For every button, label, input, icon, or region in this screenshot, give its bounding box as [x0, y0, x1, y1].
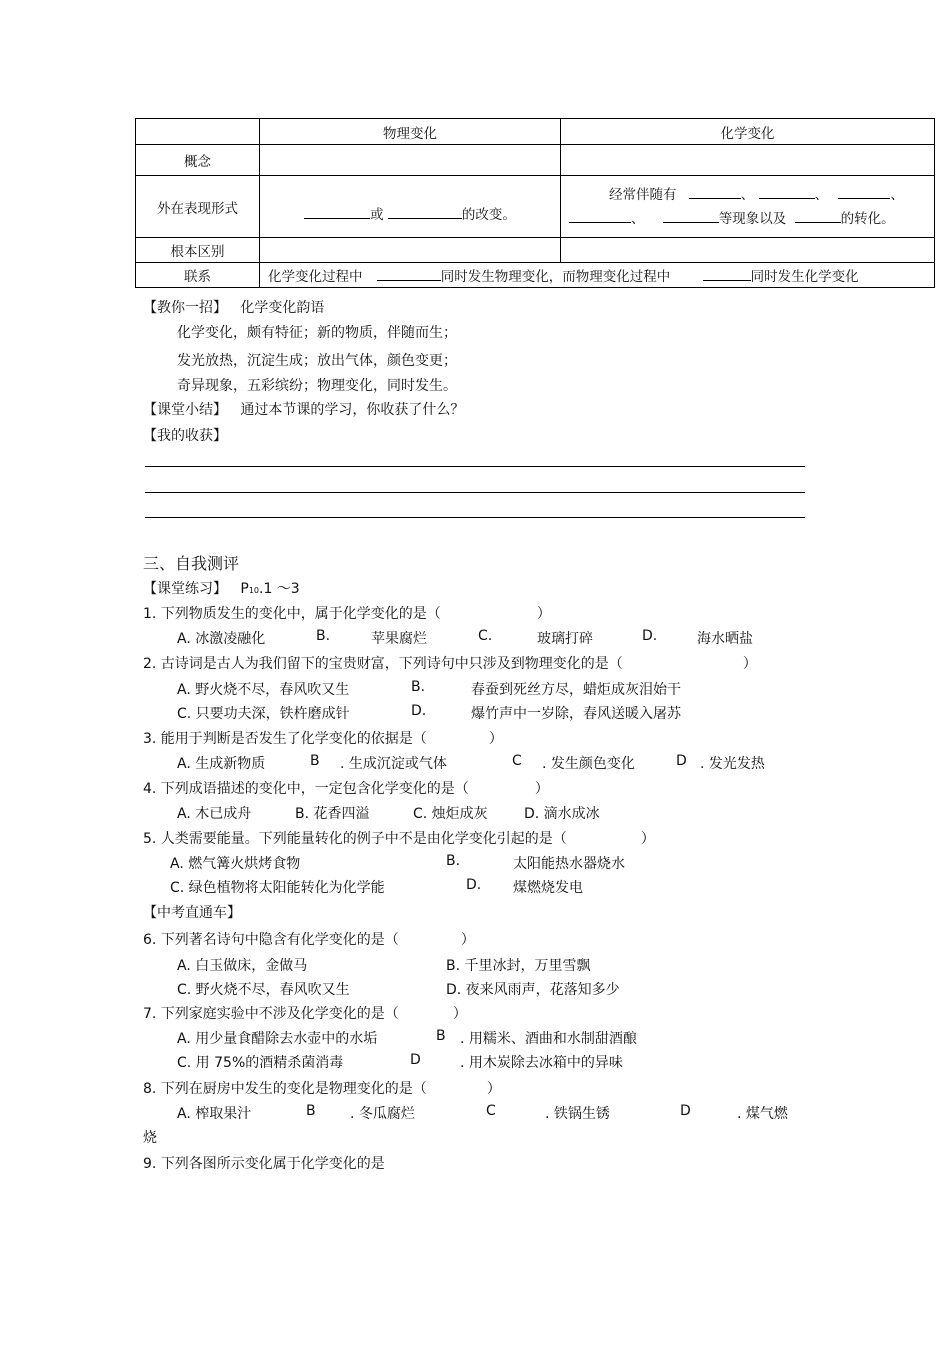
option: 太阳能热水器烧水 [513, 856, 625, 872]
option: B [310, 753, 320, 769]
option: A. 生成新物质 [177, 756, 266, 772]
option: . 生成沉淀或气体 [340, 756, 447, 772]
option: 煤燃烧发电 [513, 880, 583, 896]
blank [795, 208, 841, 223]
sep: 、 [814, 186, 829, 203]
option: A. 冰激凌融化 [177, 631, 266, 647]
sep: 、 [631, 210, 645, 227]
link-cell [260, 263, 935, 288]
option: 爆竹声中一岁除，春风送暖入屠苏 [471, 706, 681, 722]
option: C. 只要功夫深，铁杵磨成针 [177, 706, 350, 722]
question-stem: 1. 下列物质发生的变化中，属于化学变化的是（ ） [143, 606, 551, 622]
header-chemical: 化学变化 [561, 119, 935, 145]
sep: 、 [740, 186, 755, 203]
row-link-label: 联系 [136, 263, 260, 288]
blank [663, 208, 719, 223]
link-text-3: 同时发生化学变化 [750, 269, 859, 285]
link-text-1: 化学变化过程中 [268, 269, 363, 285]
option: C. [478, 628, 493, 644]
option: D. [466, 877, 482, 893]
option: B. 花香四溢 [295, 806, 370, 822]
question-stem: 4. 下列成语描述的变化中，一定包含化学变化的是（ ） [143, 781, 549, 797]
section-title: 三、自我测评 [143, 554, 240, 573]
tip-subtitle: 化学变化韵语 [240, 300, 325, 316]
option: A. 白玉做床，金做马 [177, 958, 308, 974]
tip-line: 奇异现象，五彩缤纷；物理变化，同时发生。 [177, 378, 457, 394]
diff-chemical-cell [561, 238, 935, 263]
option: B. [411, 679, 426, 695]
question-stem: 5. 人类需要能量。下列能量转化的例子中不是由化学变化引起的是（ ） [143, 831, 655, 847]
concept-chemical-cell [561, 145, 935, 176]
tip-line: 化学变化，颇有特征；新的物质，伴随而生； [177, 325, 457, 341]
option: B. [446, 853, 461, 869]
form-chemical-cell [561, 176, 935, 238]
option: D. [411, 703, 427, 719]
summary-text: 通过本节课的学习，你收获了什么？ [240, 402, 465, 418]
table-corner [136, 119, 260, 145]
answer-line [145, 492, 805, 493]
option: . 用糯米、酒曲和水制甜酒酿 [460, 1031, 637, 1047]
option: C. 绿色植物将太阳能转化为化学能 [170, 880, 385, 896]
practice-line [143, 578, 300, 598]
tip-line: 发光放热，沉淀生成；放出气体，颜色变更； [177, 353, 457, 369]
option: 海水晒盐 [697, 631, 753, 647]
tip-title-label: 【教你一招】 [143, 300, 227, 316]
summary [143, 399, 464, 419]
form-or: 或 [370, 206, 384, 223]
option: . 铁锅生锈 [545, 1106, 610, 1122]
blank [377, 266, 441, 281]
answer-line [145, 517, 805, 518]
summary-title: 【课堂小结】 [143, 402, 227, 418]
option: B [306, 1103, 316, 1119]
option: B. 千里冰封，万里雪飘 [446, 958, 591, 974]
option: D [676, 753, 687, 769]
practice-ref: P [240, 581, 249, 597]
form-chem-end: 的转化。 [840, 210, 895, 227]
link-text-2: 同时发生物理变化，而物理变化过程中 [440, 269, 671, 285]
concept-physical-cell [260, 145, 561, 176]
option: A. 野火烧不尽，春风吹又生 [177, 682, 350, 698]
form-chem-mid: 等现象以及 [718, 210, 787, 227]
option: C. 野火烧不尽，春风吹又生 [177, 982, 350, 998]
practice-label: 【课堂练习】 [143, 581, 227, 597]
form-chem-intro: 经常伴随有 [609, 186, 677, 203]
row-form-label: 外在表现形式 [136, 176, 260, 238]
row-concept-label: 概念 [136, 145, 260, 176]
option: B [436, 1028, 446, 1044]
option: C [486, 1103, 496, 1119]
question-stem: 3. 能用于判断是否发生了化学变化的依据是（ ） [143, 731, 503, 747]
blank [304, 204, 370, 219]
option: . 用木炭除去冰箱中的异味 [460, 1055, 623, 1071]
exam-label: 【中考直通车】 [143, 905, 241, 921]
option: D. [642, 628, 658, 644]
blank [759, 184, 815, 199]
option: A. 用少量食醋除去水壶中的水垢 [177, 1031, 378, 1047]
option: D. 夜来风雨声，花落知多少 [446, 982, 620, 998]
blank [689, 184, 741, 199]
sep: 、 [890, 186, 904, 203]
option: A. 榨取果汁 [177, 1106, 252, 1122]
practice-ref-rest: .1 ～3 [259, 581, 300, 597]
harvest-title: 【我的收获】 [143, 428, 227, 444]
option: A. 燃气篝火烘烤食物 [170, 856, 301, 872]
blank [838, 184, 890, 199]
question-stem: 2. 古诗词是古人为我们留下的宝贵财富，下列诗句中只涉及到物理变化的是（ ） [143, 656, 757, 672]
option: . 发生颜色变化 [542, 756, 635, 772]
option: . 发光发热 [700, 756, 765, 772]
blank [569, 208, 631, 223]
option: C. 烛炬成灰 [413, 806, 488, 822]
option: B. [316, 628, 331, 644]
header-physical: 物理变化 [260, 119, 561, 145]
option: 苹果腐烂 [371, 631, 427, 647]
option: . 煤气燃 [737, 1106, 788, 1122]
form-physical-cell [260, 176, 561, 238]
comparison-table [135, 118, 935, 288]
row-diff-label: 根本区别 [136, 238, 260, 263]
question-stem: 7. 下列家庭实验中不涉及化学变化的是（ ） [143, 1006, 467, 1022]
option: D [410, 1052, 421, 1068]
answer-line [145, 466, 805, 467]
form-phys-end: 的改变。 [461, 206, 516, 223]
diff-physical-cell [260, 238, 561, 263]
option: A. 木已成舟 [177, 806, 252, 822]
question-stem: 8. 下列在厨房中发生的变化是物理变化的是（ ） [143, 1081, 501, 1097]
question-stem: 6. 下列著名诗句中隐含有化学变化的是（ ） [143, 932, 475, 948]
option: D [680, 1103, 691, 1119]
question-stem: 9. 下列各图所示变化属于化学变化的是 [143, 1156, 385, 1172]
option: 春蚕到死丝方尽，蜡炬成灰泪始干 [471, 682, 681, 698]
option-wrap: 烧 [143, 1130, 157, 1146]
practice-ref-sub: 10 [248, 586, 259, 595]
option: C. 用 75%的酒精杀菌消毒 [177, 1055, 344, 1071]
option: C [512, 753, 522, 769]
tip-title [143, 297, 324, 317]
option: 玻璃打碎 [537, 631, 593, 647]
blank [388, 204, 462, 219]
option: D. 滴水成冰 [524, 806, 600, 822]
option: . 冬瓜腐烂 [350, 1106, 415, 1122]
blank [703, 266, 751, 281]
